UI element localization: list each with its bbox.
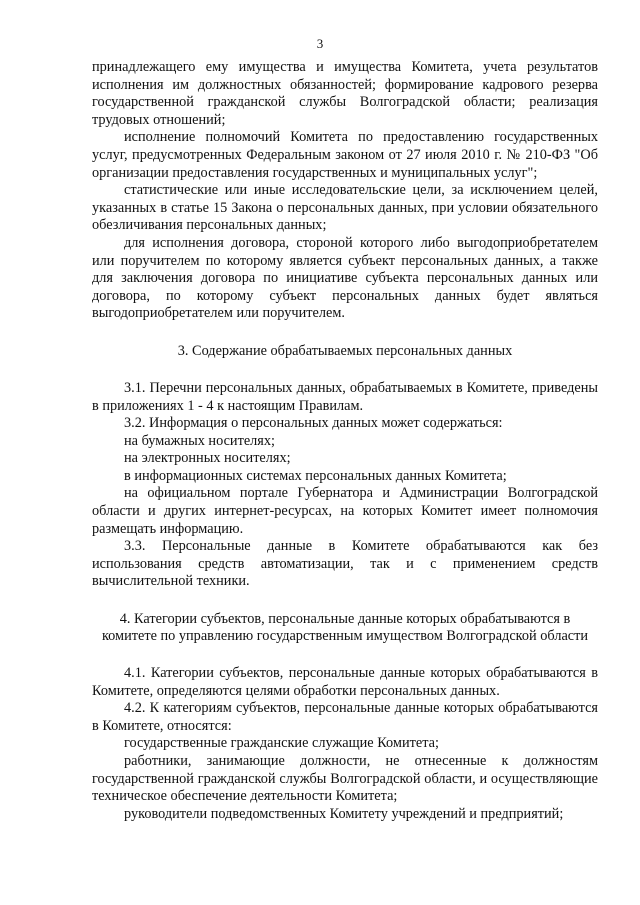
paragraph: 3.2. Информация о персональных данных может содержаться: — [124, 415, 503, 432]
section-heading-4: 4. Категории субъектов, персональные данные которых обрабатываются в комитете по управлению государственным имуществом Волгоградской области — [101, 611, 589, 645]
paragraph: 4.1. Категории субъектов, персональные данные которых обрабатываются в Комитете, определяются целями обработки персональных данных. — [92, 665, 598, 699]
paragraph: 3.1. Перечни персональных данных, обрабатываемых в Комитете, приведены в приложениях 1 - 4 к настоящим Правилам. — [92, 379, 598, 414]
list-item: на электронных носителях; — [124, 450, 291, 467]
paragraph: для исполнения договора, стороной которого либо выгодоприобретателем или поручителем по которому является субъект персональных данных, а также для заключения договора по инициативе субъекта персональных данных или договора, по которому субъект персональных данных будет являться выгодоприобретателем или поручителем. — [92, 234, 598, 322]
list-item: в информационных системах персональных данных Комитета; — [124, 467, 507, 484]
paragraph: статистические или иные исследовательские цели, за исключением целей, указанных в статье 15 Закона о персональных данных, при условии обязательного обезличивания персональных данных; — [92, 182, 598, 234]
list-item: на бумажных носителях; — [124, 432, 275, 449]
paragraph: 4.2. К категориям субъектов, персональные данные которых обрабатываются в Комитете, относятся: — [92, 700, 598, 734]
list-item: работники, занимающие должности, не отнесенные к должностям государственной гражданской службы Волгоградской области, и осуществляющие техническое обеспечение деятельности Комитета; — [92, 753, 598, 805]
list-item: на официальном портале Губернатора и Администрации Волгоградской области и других интернет-ресурсах, на которых Комитет имеет полномочия размещать информацию. — [92, 485, 598, 537]
document-body — [92, 59, 598, 823]
paragraph: принадлежащего ему имущества и имущества Комитета, учета результатов исполнения им должностных обязанностей; формирование кадрового резерва государственной гражданской службы Волгоградской области; реализация трудовых отношений; — [92, 59, 598, 128]
page-number: 3 — [316, 36, 324, 51]
list-item: государственные гражданские служащие Комитета; — [124, 735, 439, 752]
list-item: руководители подведомственных Комитету учреждений и предприятий; — [124, 805, 564, 822]
section-heading-3: 3. Содержание обрабатываемых персональных данных — [177, 342, 513, 359]
paragraph: 3.3. Персональные данные в Комитете обрабатываются как без использования средств автоматизации, так и с применением средств вычислительной техники. — [92, 538, 598, 590]
paragraph: исполнение полномочий Комитета по предоставлению государственных услуг, предусмотренных Федеральным законом от 27 июля 2010 г. № 210-ФЗ "Об организации предоставления государственных и муниципальных услуг"; — [92, 129, 598, 181]
